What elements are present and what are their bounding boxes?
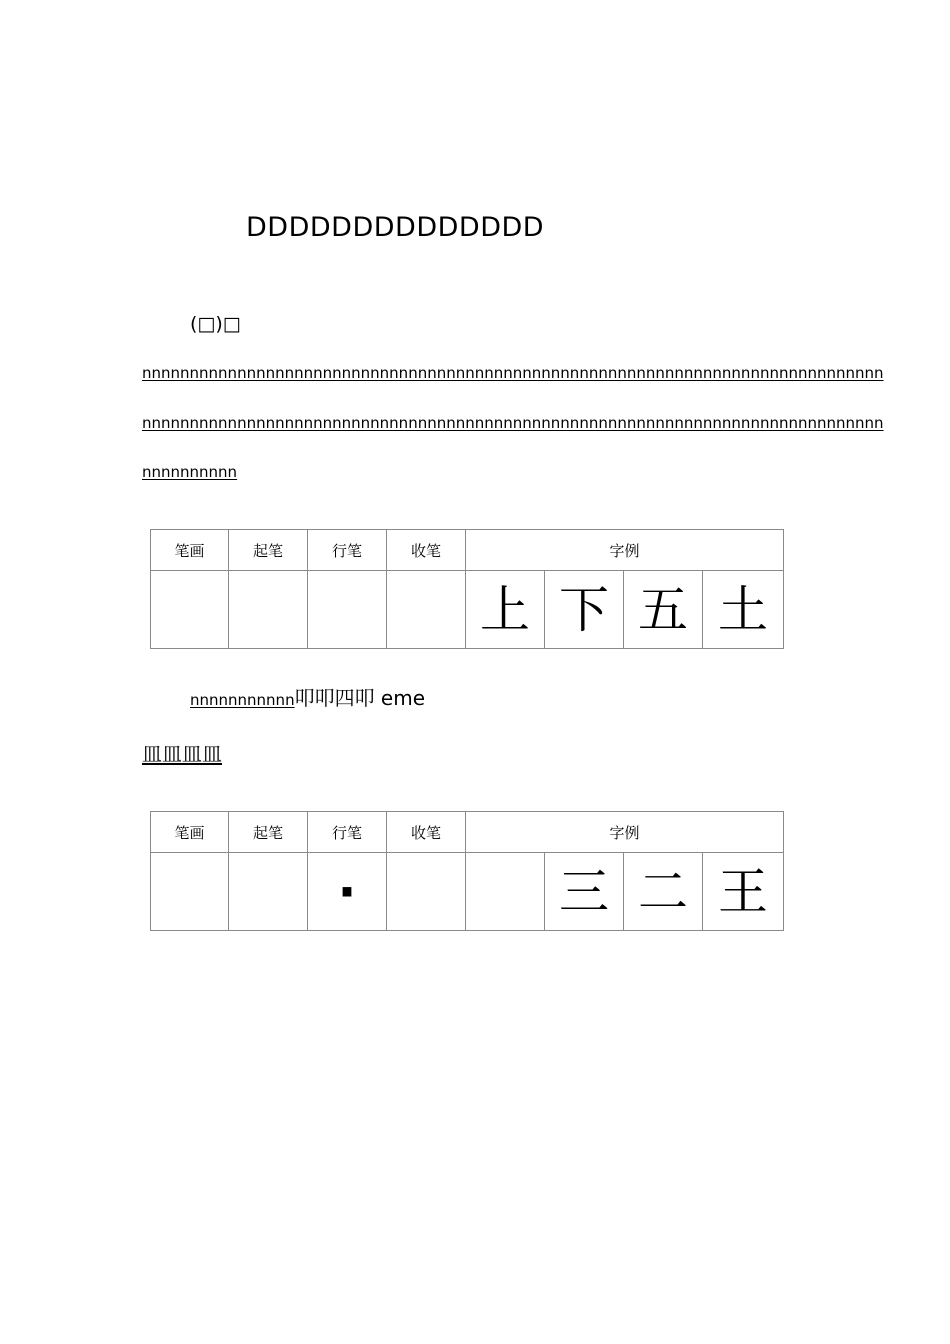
section-heading: (□)□ [190, 313, 241, 335]
example-char: 上 [466, 571, 545, 649]
example-char: 五 [624, 571, 703, 649]
note-line-2: 皿皿皿皿 [142, 742, 222, 766]
example-char: 王 [703, 853, 784, 931]
header-examples: 字例 [466, 530, 784, 571]
header-move-stroke: 行笔 [308, 530, 387, 571]
header-start-stroke: 起笔 [229, 530, 308, 571]
table-cell [308, 571, 387, 649]
table-cell [387, 571, 466, 649]
example-char: 土 [703, 571, 784, 649]
table-cell [229, 571, 308, 649]
stroke-table-1 [150, 529, 784, 649]
example-char: 二 [624, 853, 703, 931]
paragraph-line: nnnnnnnnnnnnnnnnnnnnnnnnnnnnnnnnnnnnnnnnnnnnnnnnnnnnnnnnnnnnnnnnnnnnnnnnnnnnnn [142, 364, 884, 382]
header-end-stroke: 收笔 [387, 812, 466, 853]
table-cell [151, 853, 229, 931]
page-title: DDDDDDDDDDDDDD [246, 212, 545, 243]
note-underlined: nnnnnnnnnnn [190, 691, 295, 709]
header-stroke: 笔画 [151, 812, 229, 853]
note-line [190, 682, 425, 711]
stroke-table-2 [150, 811, 784, 931]
header-move-stroke: 行笔 [308, 812, 387, 853]
table-cell [151, 571, 229, 649]
dot-stroke: · [308, 853, 387, 931]
header-end-stroke: 收笔 [387, 530, 466, 571]
header-examples: 字例 [466, 812, 784, 853]
header-stroke: 笔画 [151, 530, 229, 571]
paragraph-line: nnnnnnnnnnnnnnnnnnnnnnnnnnnnnnnnnnnnnnnnnnnnnnnnnnnnnnnnnnnnnnnnnnnnnnnnnnnnnn [142, 414, 884, 432]
header-start-stroke: 起笔 [229, 812, 308, 853]
note-text: 叩叩四叩 eme [294, 686, 426, 710]
example-char: 下 [545, 571, 624, 649]
example-char [466, 853, 545, 931]
table-cell [387, 853, 466, 931]
paragraph-line: nnnnnnnnnn [142, 463, 238, 481]
example-char: 三 [545, 853, 624, 931]
table-cell [229, 853, 308, 931]
